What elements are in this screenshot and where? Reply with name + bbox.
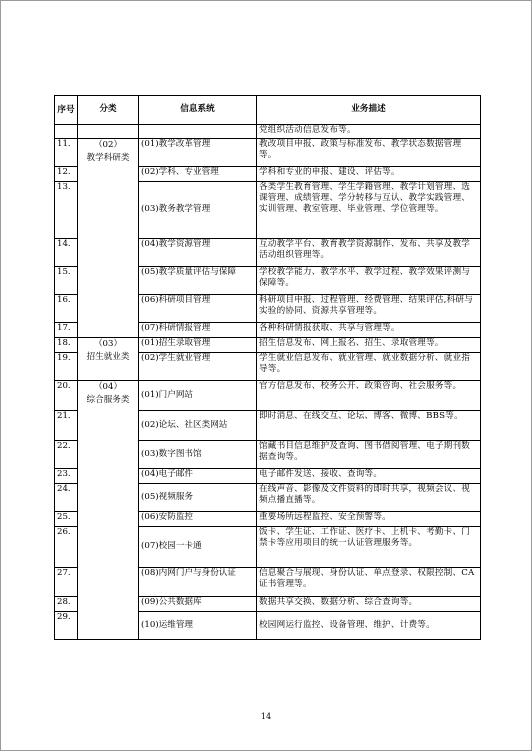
cell-seq: 24. <box>55 484 78 512</box>
cell-seq: 21. <box>55 411 78 441</box>
cell-description: 饭卡、学生证、工作证、医疗卡、上机卡、考勤卡、门禁卡等应用项目的统一认证管理服务等。 <box>257 527 481 568</box>
cell-description: 教改项目申报、政策与标准发布、教学状态数据管理等。 <box>257 139 481 167</box>
cell-system: (04)电子邮件 <box>139 469 257 484</box>
cell-description: 党组织活动信息发布等。 <box>257 125 481 139</box>
cell-seq: 19. <box>55 353 78 381</box>
header-category: 分类 <box>78 96 139 125</box>
cell-category <box>78 125 139 139</box>
cell-system: (03)数字图书馆 <box>139 441 257 469</box>
cell-system: (07)校园一卡通 <box>139 527 257 568</box>
table-header-row <box>55 96 481 125</box>
table-row-continuation <box>55 125 481 139</box>
cell-description: 互动教学平台、教育教学资源制作、发布、共享及教学活动组织管理等。 <box>257 239 481 267</box>
cell-seq: 17. <box>55 323 78 338</box>
header-system: 信息系统 <box>139 96 257 125</box>
cell-system: (02)论坛、社区类网站 <box>139 411 257 441</box>
cell-seq: 13. <box>55 182 78 239</box>
cell-description: 电子邮件发送、接收、查询等。 <box>257 469 481 484</box>
cell-system: (05)视频服务 <box>139 484 257 512</box>
category-name: 综合服务类 <box>86 395 130 405</box>
cell-system <box>139 125 257 139</box>
header-description: 业务描述 <box>257 96 481 125</box>
cell-system: (06)科研项目管理 <box>139 295 257 323</box>
cell-description: 各类学生教育管理、学生学籍管理、教学计划管理、选课管理、成绩管理、学分转移与互认、教学实践管理、实训管理、教室管理、毕业管理、学位管理等。 <box>257 182 481 239</box>
cell-description: 学校教学能力、教学水平、教学过程、教学效果评测与保障等。 <box>257 267 481 295</box>
cell-system: (01)教学改革管理 <box>139 139 257 167</box>
cell-seq: 27. <box>55 568 78 597</box>
cell-system: (03)教务教学管理 <box>139 182 257 239</box>
category-teaching-research <box>78 139 139 338</box>
cell-system: (02)学生就业管理 <box>139 353 257 381</box>
cell-seq: 25. <box>55 512 78 527</box>
cell-description: 馆藏书目信息维护及查询、图书借阅管理、电子期刊数据查询等。 <box>257 441 481 469</box>
cell-seq: 26. <box>55 527 78 568</box>
cell-seq: 23. <box>55 469 78 484</box>
cell-seq: 18. <box>55 338 78 353</box>
cell-description: 信息聚合与展现、身份认证、单点登录、权限控制、CA证书管理等。 <box>257 568 481 597</box>
cell-seq: 22. <box>55 441 78 469</box>
cell-description: 数据共享交换、数据分析、综合查询等。 <box>257 597 481 612</box>
information-systems-table <box>54 95 481 640</box>
category-code: （04） <box>93 382 123 392</box>
cell-description: 各种科研情报获取、共享与管理等。 <box>257 323 481 338</box>
cell-description: 即时消息、在线交互、论坛、博客、微博、BBS等。 <box>257 411 481 441</box>
table-row <box>55 338 481 353</box>
category-code: （03） <box>93 339 123 349</box>
cell-system: (02)学科、专业管理 <box>139 167 257 182</box>
cell-seq: 16. <box>55 295 78 323</box>
cell-seq: 29. <box>55 612 78 640</box>
cell-system: (09)公共数据库 <box>139 597 257 612</box>
cell-description: 学科和专业的申报、建设、评估等。 <box>257 167 481 182</box>
cell-system: (05)教学质量评估与保障 <box>139 267 257 295</box>
category-comprehensive-services <box>78 381 139 640</box>
cell-description: 校园网运行监控、设备管理、维护、计费等。 <box>257 612 481 640</box>
cell-description: 在线声音、影像及文件资料的即时共享，视频会议、视频点播直播等。 <box>257 484 481 512</box>
cell-system: (08)内网门户与身份认证 <box>139 568 257 597</box>
cell-seq: 20. <box>55 381 78 411</box>
category-name: 教学科研类 <box>86 153 130 163</box>
cell-seq: 15. <box>55 267 78 295</box>
category-name: 招生就业类 <box>86 352 130 362</box>
cell-description: 官方信息发布、校务公开、政策咨询、社会服务等。 <box>257 381 481 411</box>
table-row <box>55 139 481 167</box>
cell-seq <box>55 125 78 139</box>
cell-system: (10)运维管理 <box>139 612 257 640</box>
cell-system: (01)招生录取管理 <box>139 338 257 353</box>
cell-seq: 28. <box>55 597 78 612</box>
cell-seq: 12. <box>55 167 78 182</box>
cell-description: 学生就业信息发布、就业管理、就业数据分析、就业指导等。 <box>257 353 481 381</box>
category-code: （02） <box>93 140 123 150</box>
page-number: 14 <box>260 712 272 721</box>
cell-system: (07)科研情报管理 <box>139 323 257 338</box>
cell-description: 重要场所远程监控、安全预警等。 <box>257 512 481 527</box>
cell-seq: 14. <box>55 239 78 267</box>
cell-description: 招生信息发布、网上报名、招生、录取管理等。 <box>257 338 481 353</box>
cell-system: (01)门户网站 <box>139 381 257 411</box>
cell-system: (06)安防监控 <box>139 512 257 527</box>
table-row <box>55 381 481 411</box>
cell-seq: 11. <box>55 139 78 167</box>
cell-description: 科研项目申报、过程管理、经费管理、结果评估,科研与实验的协同、资源共享管理等。 <box>257 295 481 323</box>
category-enrollment-employment <box>78 338 139 381</box>
cell-system: (04)教学资源管理 <box>139 239 257 267</box>
header-seq: 序号 <box>55 96 78 125</box>
